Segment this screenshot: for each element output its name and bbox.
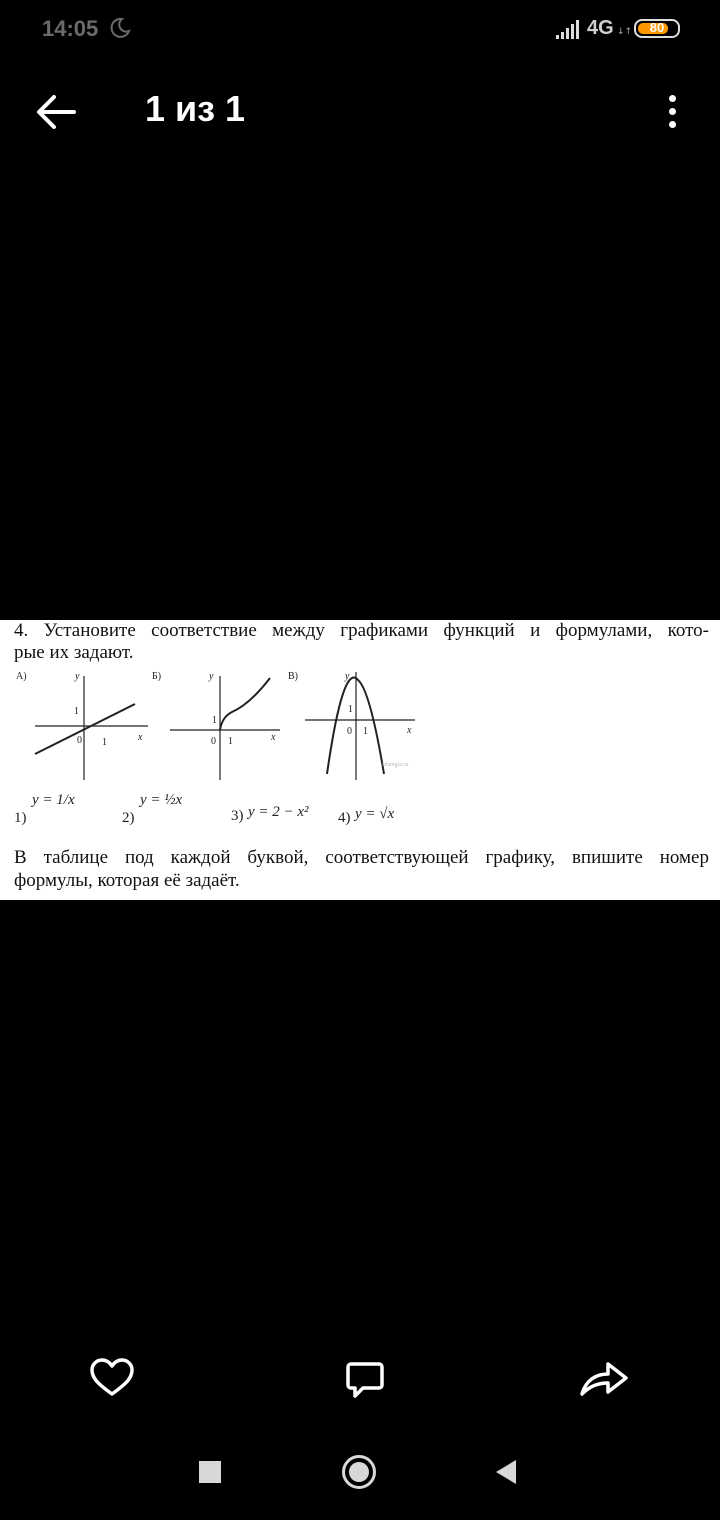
task-text <box>14 620 709 664</box>
comment-button[interactable] <box>343 1358 387 1402</box>
watermark: sdamgia.ru <box>382 762 409 768</box>
home-button[interactable] <box>341 1454 377 1490</box>
network-type: 4G <box>587 17 614 39</box>
tick-label: 1 <box>212 715 217 726</box>
status-time: 14:05 <box>42 16 99 41</box>
formula: y = ½x <box>140 792 183 808</box>
tick-label: 1 <box>228 736 233 747</box>
formula-number: 4) <box>338 810 351 826</box>
signal-icon <box>556 20 584 40</box>
origin-label: 0 <box>77 735 82 746</box>
tick-label: 1 <box>74 706 79 717</box>
graph-a-line <box>35 704 135 754</box>
status-bar <box>0 0 720 60</box>
graphs-panel <box>0 666 720 786</box>
share-icon <box>578 1356 630 1400</box>
dot-icon <box>669 108 676 115</box>
like-button[interactable] <box>88 1356 136 1400</box>
arrow-left-icon <box>34 92 78 132</box>
origin-label: 0 <box>347 726 352 737</box>
graph-b-curve <box>220 678 270 730</box>
formula-number: 2) <box>122 810 135 826</box>
moon-icon <box>108 16 132 40</box>
graph-label-a: А) <box>16 671 27 682</box>
dot-icon <box>669 95 676 102</box>
formula: y = √x <box>355 806 395 822</box>
heart-icon <box>88 1356 136 1400</box>
origin-label: 0 <box>211 736 216 747</box>
formula: y = 1/x <box>32 792 75 808</box>
tick-label: 1 <box>363 726 368 737</box>
y-axis-label: y <box>75 671 80 682</box>
instruction-line: формулы, которая её задаёт. <box>14 870 240 891</box>
page-counter: 1 из 1 <box>145 88 246 129</box>
circle-icon <box>341 1454 377 1490</box>
instruction-line: В таблице под каждой буквой, соответствующей графику, впишите номер <box>14 847 709 868</box>
instruction-text <box>14 846 709 892</box>
task-line: 4. Установите соответствие между графиками функций и формулами, кото- <box>14 620 709 641</box>
triangle-back-icon <box>494 1459 518 1485</box>
formula: y = 2 − x² <box>248 804 309 820</box>
graph-label-b: Б) <box>152 671 162 682</box>
share-button[interactable] <box>578 1356 630 1400</box>
system-back-button[interactable] <box>494 1459 518 1485</box>
network-activity: ↓↑ <box>617 27 633 37</box>
formula-number: 1) <box>14 810 27 826</box>
x-axis-label: x <box>138 732 143 743</box>
battery-icon <box>634 19 680 38</box>
more-options-button[interactable] <box>660 92 684 132</box>
comment-icon <box>343 1358 387 1402</box>
back-button[interactable] <box>34 92 78 132</box>
battery-text: 80 <box>649 20 665 35</box>
formulas-row <box>0 778 720 828</box>
y-axis-label: y <box>345 671 350 682</box>
formula-number: 3) <box>231 808 244 824</box>
tick-label: 1 <box>348 704 353 715</box>
tick-label: 1 <box>102 737 107 748</box>
graph-label-c: В) <box>288 671 298 682</box>
x-axis-label: x <box>407 725 412 736</box>
task-line: рые их задают. <box>14 642 134 663</box>
y-axis-label: y <box>209 671 214 682</box>
dot-icon <box>669 121 676 128</box>
x-axis-label: x <box>271 732 276 743</box>
recents-button[interactable] <box>198 1460 222 1484</box>
square-icon <box>198 1460 222 1484</box>
